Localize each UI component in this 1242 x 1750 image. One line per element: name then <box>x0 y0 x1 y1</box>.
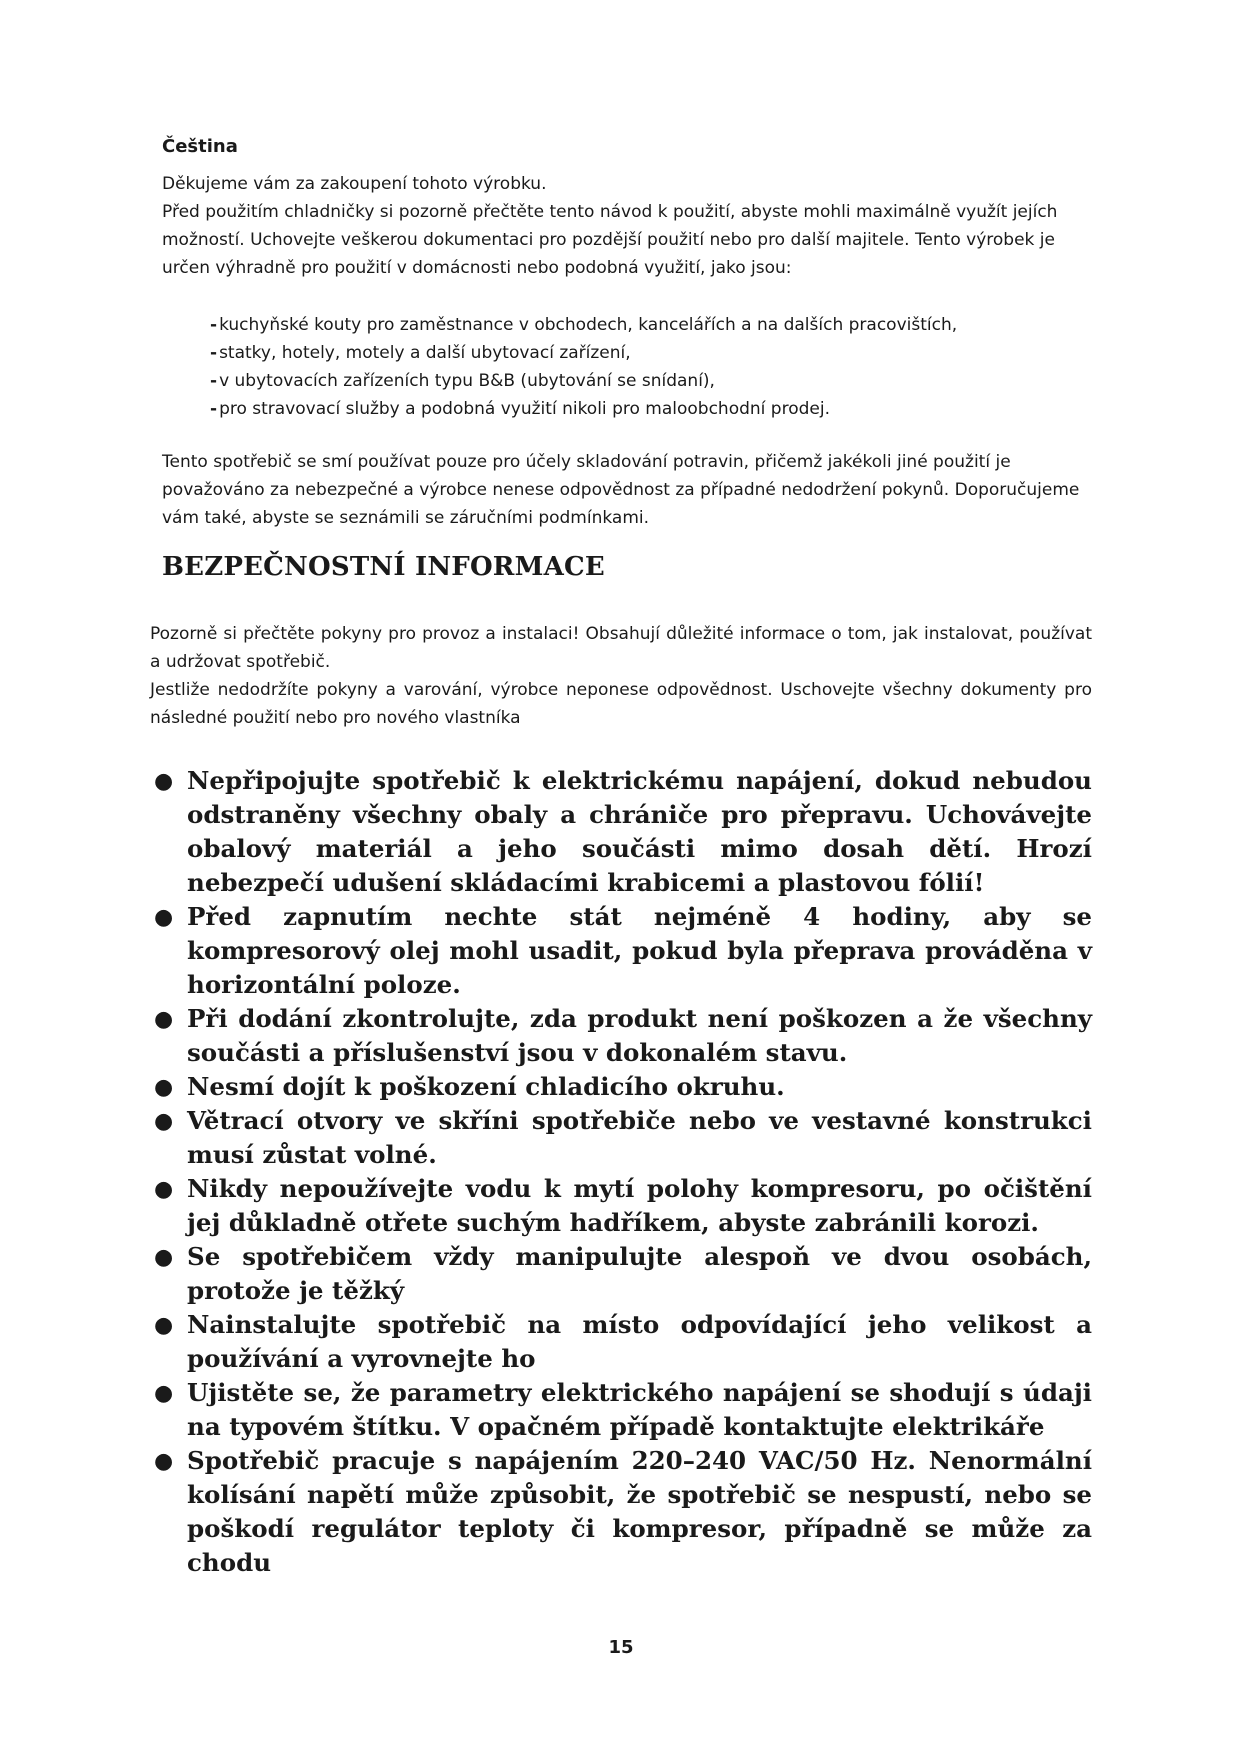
list-item: - pro stravovací služby a podobná využití nikoli pro maloobchodní prodej. <box>210 399 830 419</box>
bullet-icon: ● <box>154 1312 174 1338</box>
bullet-icon: ● <box>154 1244 174 1270</box>
warning-item: ● Se spotřebičem vždy manipulujte alespoň ve dvou osobách, protože je těžký <box>154 1242 1092 1305</box>
page-number: 15 <box>608 1637 634 1658</box>
warning-item: ● Nesmí dojít k poškození chladicího okruhu. <box>150 1070 1092 1104</box>
bullet-icon: ● <box>154 1448 174 1474</box>
warning-item: ● Ujistěte se, že parametry elektrického napájení se shodují s údaji na typovém štítku. V opačném případě kontaktujte elektrikáře <box>154 1378 1092 1441</box>
warnings-list <box>150 764 1092 1580</box>
intro-thanks: Děkujeme vám za zakoupení tohoto výrobku. <box>162 174 547 194</box>
storage-note: Tento spotřebič se smí používat pouze pro účely skladování potravin, přičemž jakékoli jiné použití je považováno za nebezpečné a výrobce nenese odpovědnost za případné nedodržení pokynů. Doporučujeme vám také, abyste se seznámili se záručními podmínkami. <box>162 452 1080 528</box>
warning-item: ● Při dodání zkontrolujte, zda produkt není poškozen a že všechny součásti a příslušenství jsou v dokonalém stavu. <box>154 1004 1092 1067</box>
warning-item: ● Nainstalujte spotřebič na místo odpovídající jeho velikost a používání a vyrovnejte ho <box>154 1310 1092 1373</box>
safety-intro-p1: Pozorně si přečtěte pokyny pro provoz a instalaci! Obsahují důležité informace o tom, jak instalovat, používat a udržovat spotřebič. <box>150 624 1092 672</box>
list-item: - v ubytovacích zařízeních typu B&B (ubytování se snídaní), <box>210 371 715 391</box>
intro-paragraph: Před použitím chladničky si pozorně přečtěte tento návod k použití, abyste mohli maximálně využít jejích možností. Uchovejte veškerou dokumentaci pro pozdější použití nebo pro další majitele. Tento výrobek je určen výhradně pro použití v domácnosti nebo podobná využití, jako jsou: <box>162 202 1058 278</box>
list-item: - kuchyňské kouty pro zaměstnance v obchodech, kancelářích a na dalších pracovištích, <box>210 315 958 335</box>
bullet-icon: ● <box>154 768 174 794</box>
bullet-icon: ● <box>154 1108 174 1134</box>
safety-intro <box>150 620 1092 732</box>
language-title: Čeština <box>162 136 238 157</box>
safety-intro-p2: Jestliže nedodržíte pokyny a varování, výrobce neponese odpovědnost. Uschovejte všechny dokumenty pro následné použití nebo pro nového vlastníka <box>150 680 1092 728</box>
warning-item: ● Nepřipojujte spotřebič k elektrickému napájení, dokud nebudou odstraněny všechny obaly a chrániče pro přepravu. Uchovávejte obalový materiál a jeho součásti mimo dosah dětí. Hrozí nebezpečí udušení skládacími krabicemi a plastovou fólií! <box>154 766 1092 897</box>
bullet-icon: ● <box>154 1074 174 1100</box>
warning-item: ● Větrací otvory ve skříni spotřebiče nebo ve vestavné konstrukci musí zůstat volné. <box>154 1106 1092 1169</box>
warning-item: ● Spotřebič pracuje s napájením 220–240 VAC/50 Hz. Nenormální kolísání napětí může způsobit, že spotřebič se nespustí, nebo se poškodí regulátor teploty či kompresor, případně se může za chodu <box>154 1446 1092 1577</box>
intro-section <box>162 170 1062 282</box>
warning-item: ● Nikdy nepoužívejte vodu k mytí polohy kompresoru, po očištění jej důkladně otřete suchým hadříkem, abyste zabránili korozi. <box>154 1174 1092 1237</box>
bullet-icon: ● <box>154 1380 174 1406</box>
bullet-icon: ● <box>154 1006 174 1032</box>
list-item: - statky, hotely, motely a další ubytovací zařízení, <box>210 343 631 363</box>
usage-list <box>210 311 957 423</box>
warning-item: ● Před zapnutím nechte stát nejméně 4 hodiny, aby se kompresorový olej mohl usadit, pokud byla přeprava prováděna v horizontální poloze. <box>154 902 1092 999</box>
safety-heading: BEZPEČNOSTNÍ INFORMACE <box>162 552 605 582</box>
bullet-icon: ● <box>154 1176 174 1202</box>
bullet-icon: ● <box>154 904 174 930</box>
